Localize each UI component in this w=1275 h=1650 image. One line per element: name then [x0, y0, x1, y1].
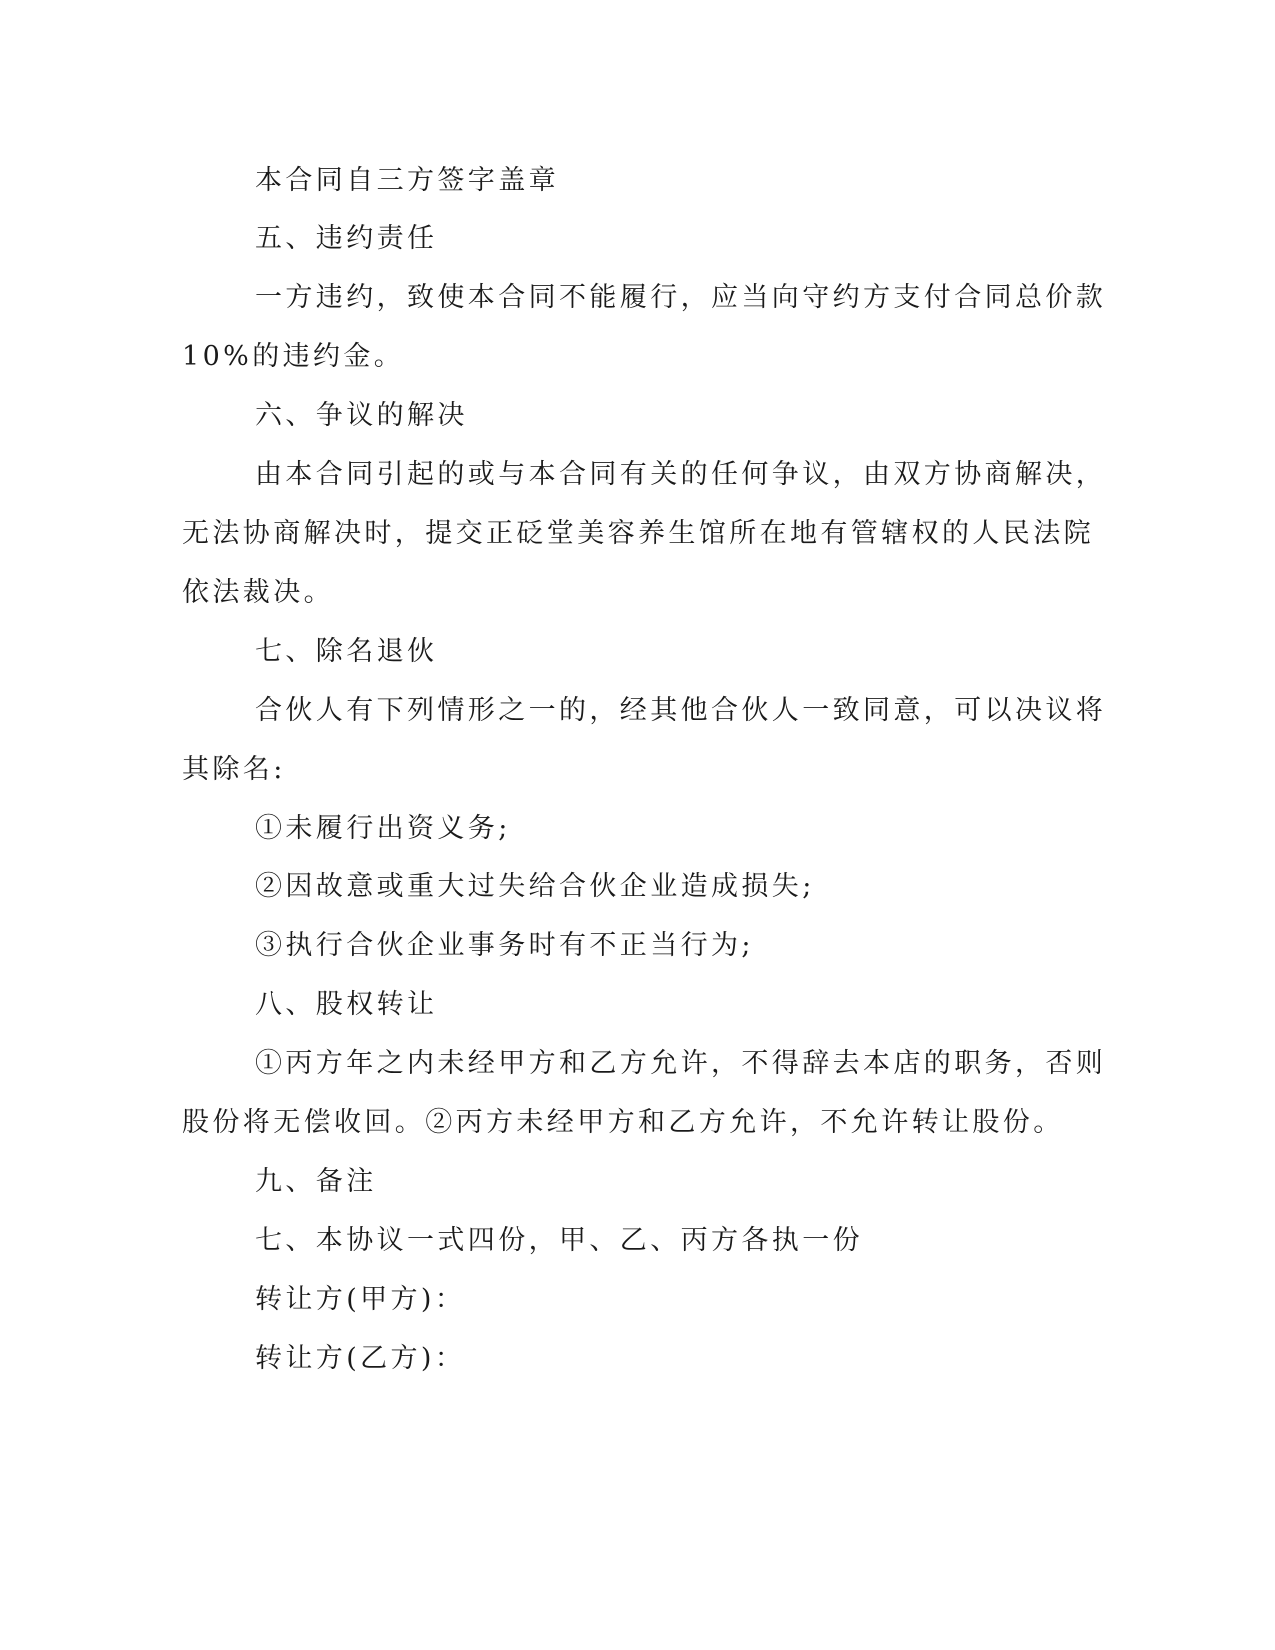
list-item: ①未履行出资义务; [255, 813, 511, 844]
text-line: 其除名: [182, 754, 286, 785]
section-heading: 九、备注 [255, 1166, 377, 1197]
section-heading: 八、股权转让 [255, 989, 438, 1020]
text-line: 依法裁决。 [182, 577, 334, 608]
signature-line: 转让方(乙方)： [255, 1343, 466, 1374]
signature-line: 转让方(甲方)： [255, 1284, 466, 1315]
text-line: 合伙人有下列情形之一的，经其他合伙人一致同意，可以决议将 [255, 695, 1107, 726]
text-line: 一方违约，致使本合同不能履行，应当向守约方支付合同总价款 [255, 282, 1107, 313]
text-line: 由本合同引起的或与本合同有关的任何争议，由双方协商解决， [255, 459, 1107, 490]
section-heading: 五、违约责任 [255, 223, 438, 254]
section-heading: 六、争议的解决 [255, 400, 468, 431]
list-item: ②因故意或重大过失给合伙企业造成损失; [255, 871, 815, 902]
text-line: 10%的违约金。 [182, 341, 405, 372]
list-item: ③执行合伙企业事务时有不正当行为; [255, 930, 754, 961]
text-line: 七、本协议一式四份，甲、乙、丙方各执一份 [255, 1225, 863, 1256]
text-line: 股份将无偿收回。②丙方未经甲方和乙方允许，不允许转让股份。 [182, 1107, 1064, 1138]
text-line: 无法协商解决时，提交正砭堂美容养生馆所在地有管辖权的人民法院 [182, 518, 1094, 549]
section-heading: 七、除名退伙 [255, 636, 438, 667]
text-line: ①丙方年之内未经甲方和乙方允许，不得辞去本店的职务，否则 [255, 1048, 1107, 1079]
text-line: 本合同自三方签字盖章 [255, 165, 559, 196]
